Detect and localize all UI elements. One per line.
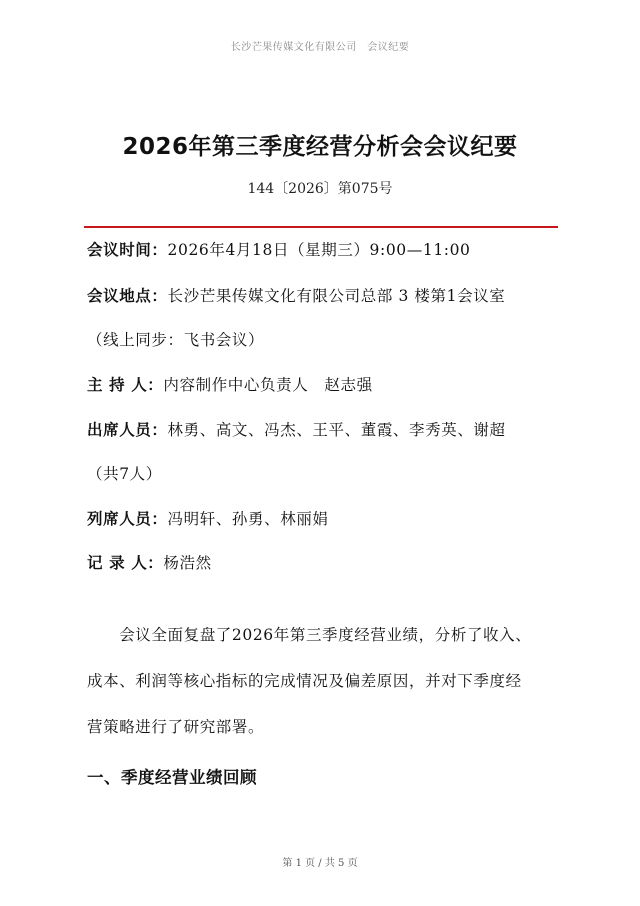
meeting-location-label: 会议地点： bbox=[87, 287, 168, 305]
attendees-value: 林勇、高文、冯杰、王平、董霞、李秀英、谢超 bbox=[167, 421, 506, 439]
page-header: 长沙芒果传媒文化有限公司 会议纪要 bbox=[230, 42, 410, 53]
observers-value: 冯明轩、孙勇、林丽娟 bbox=[167, 510, 329, 528]
summary-paragraph bbox=[87, 623, 567, 761]
summary-line: 营策略进行了研究部署。 bbox=[87, 718, 265, 736]
host-row bbox=[87, 373, 567, 395]
document-number: 144〔2026〕第075号 bbox=[247, 181, 393, 197]
recorder-label: 记 录 人： bbox=[87, 554, 164, 572]
section-heading: 一、季度经营业绩回顾 bbox=[87, 768, 257, 787]
host-value: 内容制作中心负责人 赵志强 bbox=[163, 376, 373, 394]
meeting-time-value: 2026年4月18日（星期三）9:00—11:00 bbox=[167, 241, 471, 259]
meeting-location-cont: （线上同步：飞书会议） bbox=[87, 331, 265, 349]
attendees-label: 出席人员： bbox=[87, 421, 168, 439]
document-title: 2026年第三季度经营分析会会议纪要 bbox=[122, 134, 518, 160]
observers-row bbox=[87, 507, 567, 529]
meeting-time-row bbox=[87, 238, 567, 260]
page-footer: 第 1 页 / 共 5 页 bbox=[282, 858, 358, 869]
observers-label: 列席人员： bbox=[87, 510, 168, 528]
recorder-value: 杨浩然 bbox=[163, 554, 212, 572]
meeting-location-value: 长沙芒果传媒文化有限公司总部 3 楼第1会议室 bbox=[167, 287, 506, 305]
meeting-location-row bbox=[87, 284, 567, 306]
host-label: 主 持 人： bbox=[87, 376, 164, 394]
recorder-row bbox=[87, 551, 567, 573]
summary-line: 会议全面复盘了2026年第三季度经营业绩，分析了收入、 bbox=[87, 626, 532, 644]
red-divider bbox=[84, 226, 558, 228]
attendees-cont: （共7人） bbox=[87, 465, 162, 483]
meeting-time-label: 会议时间： bbox=[87, 241, 168, 259]
summary-line: 成本、利润等核心指标的完成情况及偏差原因，并对下季度经 bbox=[87, 672, 522, 690]
attendees-row bbox=[87, 418, 567, 440]
